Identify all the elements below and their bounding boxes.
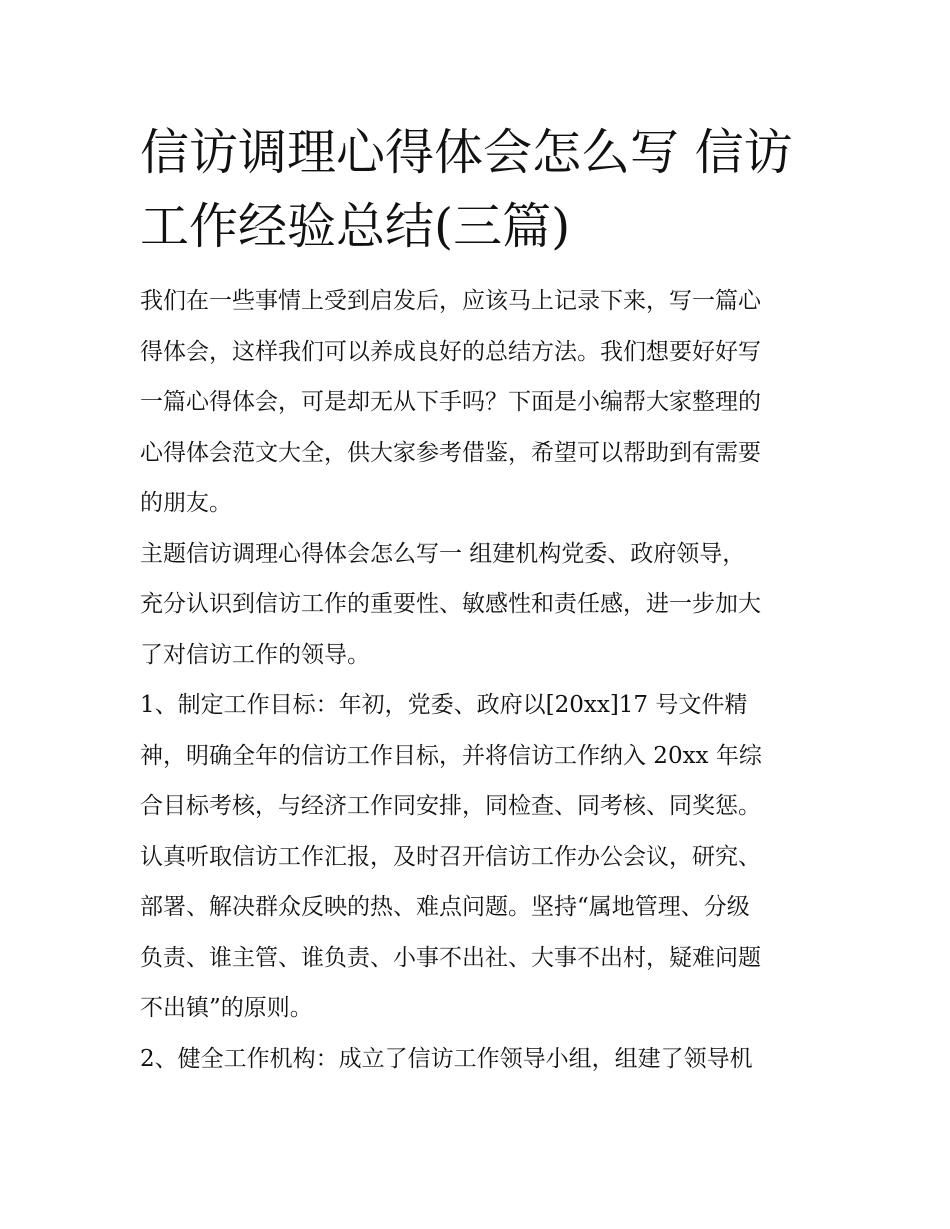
text-line: 合目标考核，与经济工作同安排，同检查、同考核、同奖惩。 (140, 793, 761, 819)
paragraph-item-2 (140, 1034, 830, 1085)
paragraph-intro (140, 276, 830, 529)
text-line: 负责、谁主管、谁负责、小事不出社、大事不出村，疑难问题 (140, 944, 761, 971)
text-line: 1、制定工作目标：年初，党委、政府以[20xx]17 号文件精 (140, 692, 748, 718)
text-line: 主题信访调理心得体会怎么写一 组建机构党委、政府领导， (140, 540, 746, 567)
document-body (140, 276, 830, 1084)
title-line-2: 工作经验总结(三篇) (140, 198, 571, 255)
title-line-1: 信访调理心得体会怎么写 信访 (140, 124, 793, 181)
paragraph-topic (140, 529, 830, 681)
text-line: 了对信访工作的领导。 (140, 641, 370, 668)
text-line: 我们在一些事情上受到启发后，应该马上记录下来，写一篇心 (140, 288, 761, 314)
document-title (140, 116, 820, 264)
text-line: 部署、解决群众反映的热、难点问题。坚持“属地管理、分级 (140, 894, 750, 920)
text-line: 认真听取信访工作汇报，及时召开信访工作办公会议，研究、 (140, 843, 761, 870)
text-line: 心得体会范文大全，供大家参考借鉴，希望可以帮助到有需要 (140, 439, 761, 466)
paragraph-item-1 (140, 680, 830, 1034)
text-line: 得体会，这样我们可以养成良好的总结方法。我们想要好好写 (140, 338, 761, 365)
text-line: 2、健全工作机构：成立了信访工作领导小组，组建了领导机 (140, 1045, 753, 1072)
text-line: 充分认识到信访工作的重要性、敏感性和责任感，进一步加大 (140, 591, 761, 617)
text-line: 不出镇”的原则。 (140, 995, 313, 1021)
text-line: 一篇心得体会，可是却无从下手吗？下面是小编帮大家整理的 (140, 389, 761, 415)
text-line: 神，明确全年的信访工作目标，并将信访工作纳入 20xx 年综 (140, 742, 762, 769)
text-line: 的朋友。 (140, 490, 232, 516)
